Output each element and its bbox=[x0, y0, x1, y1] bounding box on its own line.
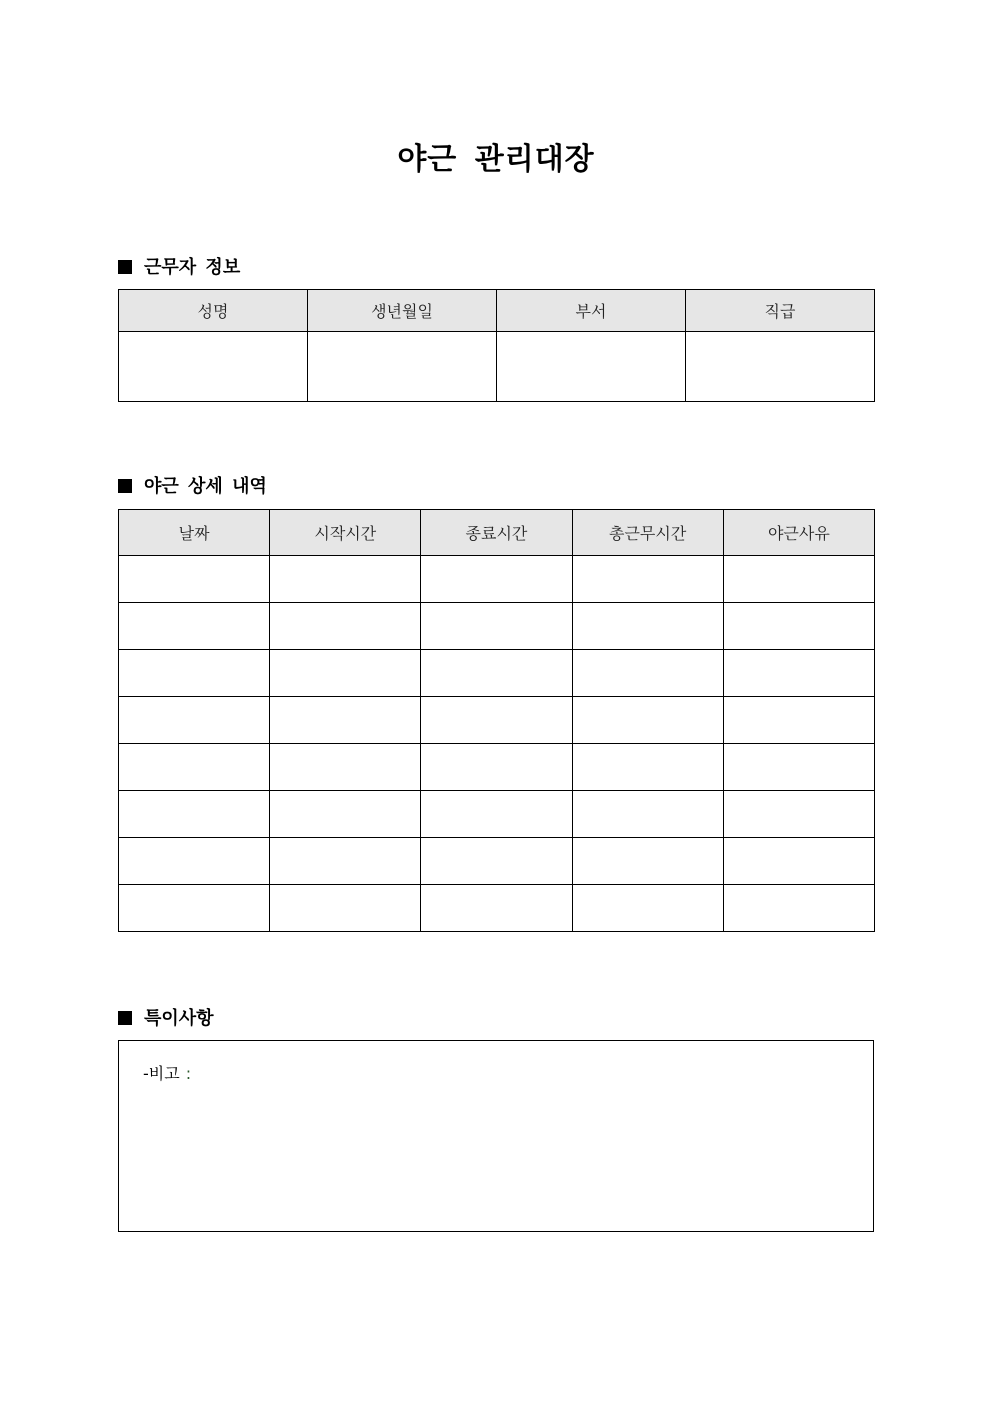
reason-cell[interactable] bbox=[723, 885, 874, 932]
end-time-cell[interactable] bbox=[421, 603, 572, 650]
column-header-start-time: 시작시간 bbox=[270, 510, 421, 556]
table-row bbox=[119, 791, 875, 838]
reason-cell[interactable] bbox=[723, 556, 874, 603]
start-time-cell[interactable] bbox=[270, 650, 421, 697]
worker-info-table bbox=[118, 289, 875, 402]
date-cell[interactable] bbox=[119, 744, 270, 791]
reason-cell[interactable] bbox=[723, 744, 874, 791]
table-row bbox=[119, 556, 875, 603]
total-hours-cell[interactable] bbox=[572, 838, 723, 885]
column-header-total-hours: 총근무시간 bbox=[572, 510, 723, 556]
worker-data-row bbox=[119, 332, 875, 402]
total-hours-cell[interactable] bbox=[572, 791, 723, 838]
department-cell[interactable] bbox=[497, 332, 686, 402]
total-hours-cell[interactable] bbox=[572, 556, 723, 603]
total-hours-cell[interactable] bbox=[572, 697, 723, 744]
square-bullet-icon bbox=[118, 1011, 132, 1025]
end-time-cell[interactable] bbox=[421, 885, 572, 932]
column-header-position: 직급 bbox=[686, 290, 875, 332]
table-row bbox=[119, 885, 875, 932]
worker-info-heading-text: 근무자 정보 bbox=[144, 257, 241, 278]
start-time-cell[interactable] bbox=[270, 603, 421, 650]
start-time-cell[interactable] bbox=[270, 885, 421, 932]
remarks-colon: : bbox=[185, 1064, 192, 1083]
remarks-label: -비고 bbox=[143, 1064, 180, 1083]
end-time-cell[interactable] bbox=[421, 697, 572, 744]
total-hours-cell[interactable] bbox=[572, 603, 723, 650]
end-time-cell[interactable] bbox=[421, 838, 572, 885]
reason-cell[interactable] bbox=[723, 838, 874, 885]
start-time-cell[interactable] bbox=[270, 556, 421, 603]
column-header-end-time: 종료시간 bbox=[421, 510, 572, 556]
column-header-department: 부서 bbox=[497, 290, 686, 332]
overtime-detail-heading bbox=[118, 472, 267, 498]
start-time-cell[interactable] bbox=[270, 744, 421, 791]
birthdate-cell[interactable] bbox=[308, 332, 497, 402]
table-row bbox=[119, 650, 875, 697]
table-row bbox=[119, 744, 875, 791]
reason-cell[interactable] bbox=[723, 603, 874, 650]
notes-box[interactable] bbox=[118, 1040, 874, 1232]
table-row bbox=[119, 603, 875, 650]
date-cell[interactable] bbox=[119, 885, 270, 932]
name-cell[interactable] bbox=[119, 332, 308, 402]
start-time-cell[interactable] bbox=[270, 838, 421, 885]
square-bullet-icon bbox=[118, 260, 132, 274]
date-cell[interactable] bbox=[119, 838, 270, 885]
date-cell[interactable] bbox=[119, 697, 270, 744]
table-row bbox=[119, 838, 875, 885]
document-title: 야근 관리대장 bbox=[397, 142, 595, 177]
date-cell[interactable] bbox=[119, 791, 270, 838]
date-cell[interactable] bbox=[119, 650, 270, 697]
detail-header-row bbox=[119, 510, 875, 556]
column-header-date: 날짜 bbox=[119, 510, 270, 556]
total-hours-cell[interactable] bbox=[572, 885, 723, 932]
overtime-detail-heading-text: 야근 상세 내역 bbox=[144, 476, 267, 497]
notes-heading-text: 특이사항 bbox=[144, 1008, 214, 1029]
reason-cell[interactable] bbox=[723, 791, 874, 838]
notes-heading bbox=[118, 1004, 214, 1030]
total-hours-cell[interactable] bbox=[572, 744, 723, 791]
start-time-cell[interactable] bbox=[270, 791, 421, 838]
end-time-cell[interactable] bbox=[421, 791, 572, 838]
reason-cell[interactable] bbox=[723, 650, 874, 697]
column-header-name: 성명 bbox=[119, 290, 308, 332]
column-header-reason: 야근사유 bbox=[723, 510, 874, 556]
square-bullet-icon bbox=[118, 479, 132, 493]
worker-header-row bbox=[119, 290, 875, 332]
end-time-cell[interactable] bbox=[421, 650, 572, 697]
date-cell[interactable] bbox=[119, 556, 270, 603]
end-time-cell[interactable] bbox=[421, 556, 572, 603]
reason-cell[interactable] bbox=[723, 697, 874, 744]
worker-info-heading bbox=[118, 253, 240, 279]
position-cell[interactable] bbox=[686, 332, 875, 402]
table-row bbox=[119, 697, 875, 744]
date-cell[interactable] bbox=[119, 603, 270, 650]
remarks-line bbox=[143, 1061, 191, 1084]
total-hours-cell[interactable] bbox=[572, 650, 723, 697]
overtime-detail-table bbox=[118, 509, 875, 932]
column-header-birthdate: 생년월일 bbox=[308, 290, 497, 332]
start-time-cell[interactable] bbox=[270, 697, 421, 744]
end-time-cell[interactable] bbox=[421, 744, 572, 791]
